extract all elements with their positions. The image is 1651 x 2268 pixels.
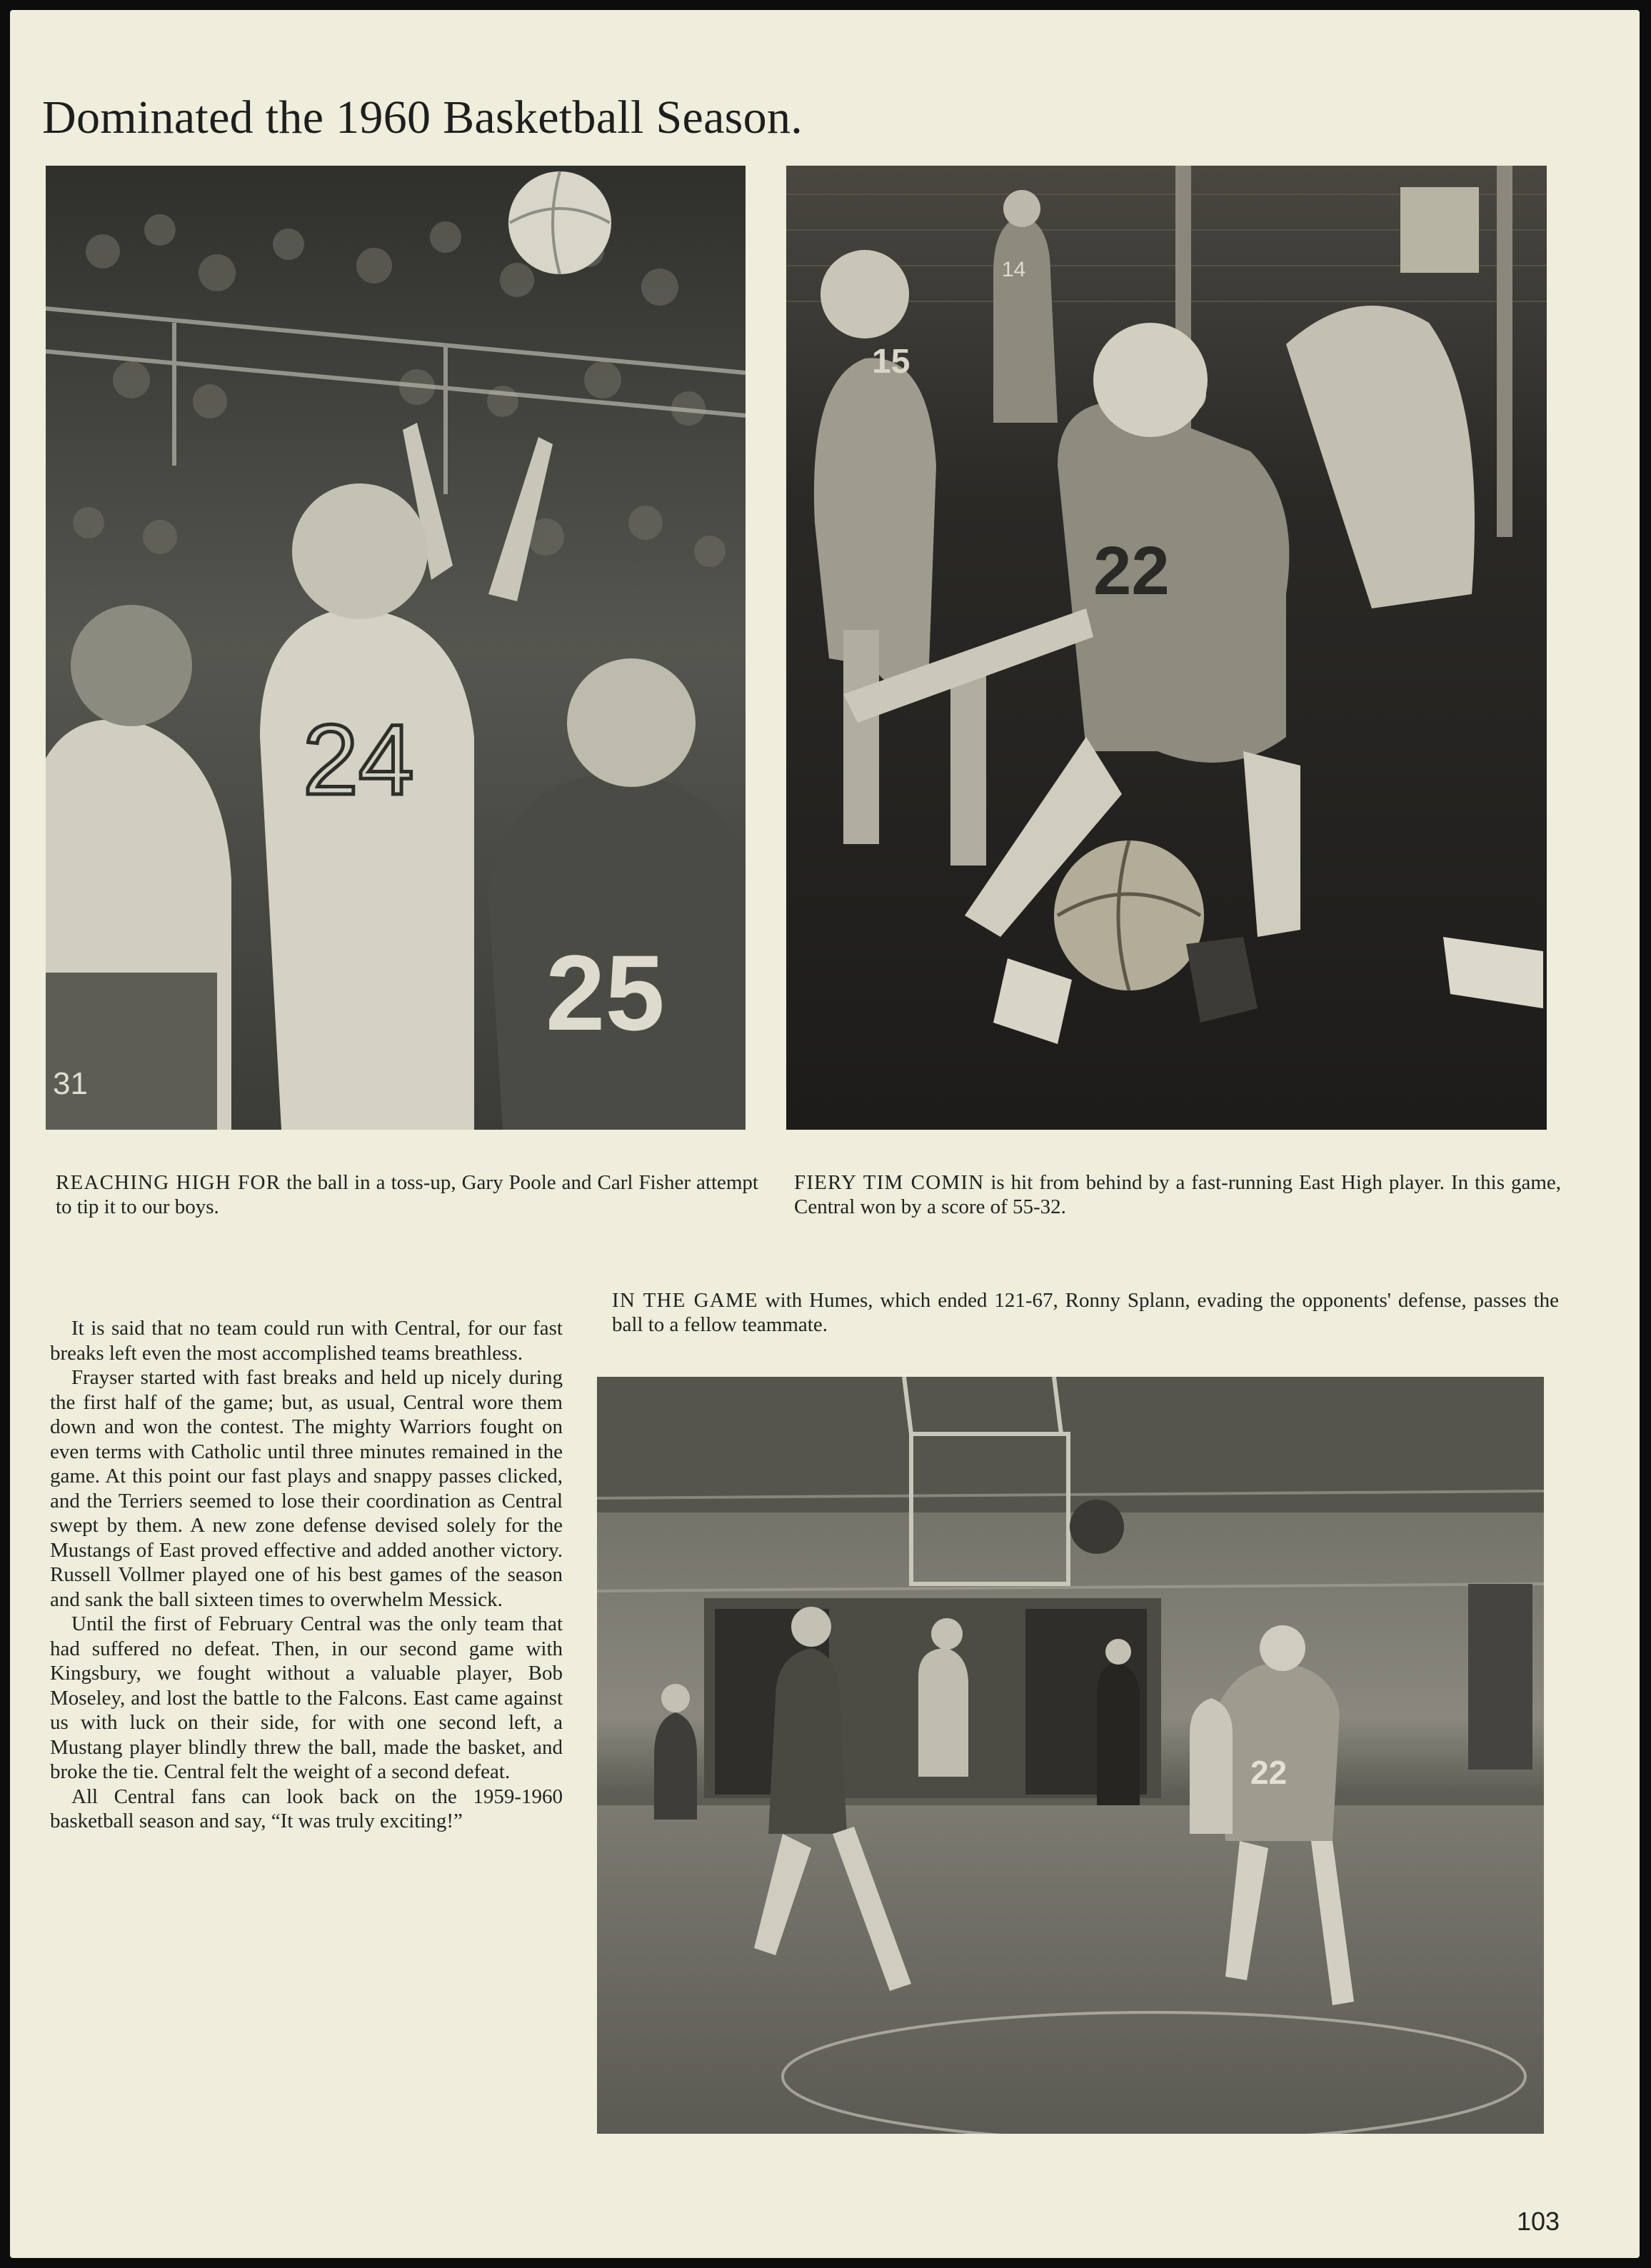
page-title: Dominated the 1960 Basketball Season. [42,91,803,144]
caption-toss-up-text: the ball in a toss-up, Gary Poole and Carl Fisher attempt to tip it to our boys. [56,1171,758,1218]
caption-toss-up-lead: REACHING HIGH FOR [56,1171,281,1194]
jersey-number-22: 22 [1093,533,1170,609]
yearbook-page [10,10,1640,2258]
page-number: 103 [1517,2207,1560,2236]
caption-loose-ball-text: is hit from behind by a fast-running East High player. In this game, Central won by a score of 55-32. [794,1171,1561,1218]
jersey-number-14: 14 [1002,258,1026,281]
jersey-number-22-court: 22 [1250,1754,1288,1791]
caption-game-lead: IN THE GAME [612,1289,758,1312]
caption-game-text: with Humes, which ended 121-67, Ronny Splann, evading the opponents' defense, passes the ball to a fellow teammate. [612,1289,1559,1336]
caption-toss-up [56,1170,758,1219]
article-paragraph: Until the first of February Central was the only team that had suffered no defeat. Then, in our second game with Kingsbury, we fought without a valuable player, Bob Moseley, and lost the battle to the Falcons. East came against us with luck on their side, for with one second left, a Mustang player blindly threw the ball, made the basket, and broke the tie. Central felt the weight of a second defeat. [50,1612,563,1783]
jersey-number-25: 25 [546,933,665,1053]
caption-loose-ball [794,1170,1561,1219]
article-paragraph: All Central fans can look back on the 1959-1960 basketball season and say, “It was truly exciting!” [50,1785,563,1832]
caption-loose-ball-lead: FIERY TIM COMIN [794,1171,985,1194]
jersey-number-15: 15 [872,343,910,381]
photo-toss-up [46,166,746,1130]
jersey-number-31: 31 [53,1066,88,1101]
caption-game [612,1288,1559,1337]
photo-game-court [597,1377,1544,2134]
article-paragraph: It is said that no team could run with Central, for our fast breaks left even the most accomplished teams breathless. [50,1317,563,1365]
jersey-number-24: 24 [303,703,414,816]
article-paragraph: Frayser started with fast breaks and held up nicely during the first half of the game; but, as usual, Central wore them down and won the contest. The mighty Warriors fought on even terms with Catholic until three minutes remained in the game. At this point our fast plays and snappy passes clicked, and the Terriers seemed to lose their coordination as Central swept by them. A new zone defense devised solely for the Mustangs of East proved effective and added another victory. Russell Vollmer played one of his best games of the season and sank the ball sixteen times to overwhelm Messick. [50,1366,563,1611]
article-body [50,1316,563,1834]
photo-loose-ball [786,166,1547,1130]
